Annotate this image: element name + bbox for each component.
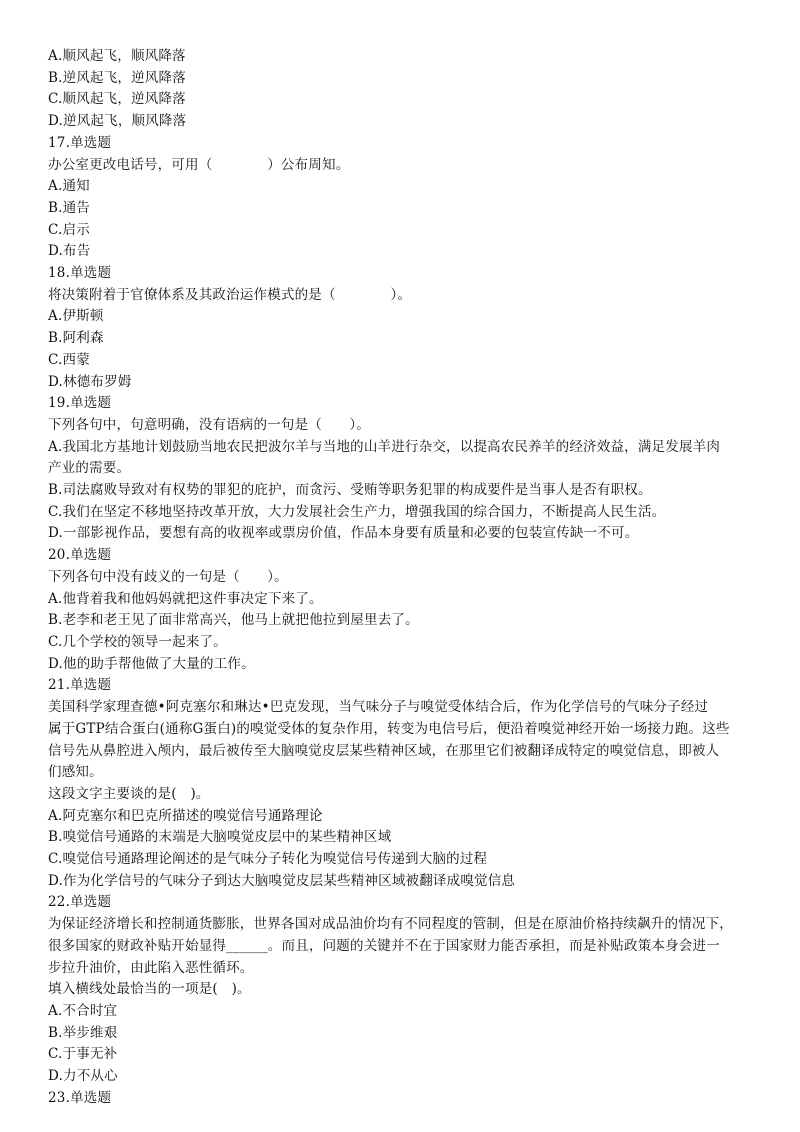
option-line: A.通知 (48, 178, 90, 195)
question-header: 22.单选题 (48, 894, 112, 911)
option-line: A.伊斯顿 (48, 308, 104, 325)
option-line: D.力不从心 (48, 1068, 118, 1085)
option-line: D.一部影视作品，要想有高的收视率或票房价值，作品本身要有质量和必要的包装宣传缺一不可。 (48, 525, 639, 542)
option-line: 产业的需要。 (48, 460, 131, 477)
question-header: 18.单选题 (48, 265, 112, 282)
option-line: C.嗅觉信号通路理论阐述的是气味分子转化为嗅觉信号传递到大脑的过程 (48, 851, 488, 868)
question-stem-line: 信号先从鼻腔进入颅内，最后被传至大脑嗅觉皮层某些精神区域，在那里它们被翻译成特定的嗅觉信息，即被人 (48, 742, 720, 759)
option-line: A.阿克塞尔和巴克所描述的嗅觉信号通路理论 (48, 807, 323, 824)
option-line: A.顺风起飞，顺风降落 (48, 48, 186, 64)
option-line: B.阿利森 (48, 330, 104, 347)
question-stem-line: 为保证经济增长和控制通货膨胀，世界各国对成品油价均有不同程度的管制，但是在原油价格持续飙升的情况下， (48, 916, 733, 933)
question-stem-line: 美国科学家理查德•阿克塞尔和琳达•巴克发现，当气味分子与嗅觉受体结合后，作为化学信号的气味分子经过 (48, 699, 709, 716)
option-line: C.顺风起飞，逆风降落 (48, 91, 186, 108)
option-line: B.通告 (48, 199, 91, 216)
question-stem-line: 属于GTP结合蛋白(通称G蛋白)的嗅觉受体的复杂作用，转变为电信号后，便沿着嗅觉神经开始一场接力跑。这些 (48, 720, 730, 737)
question-header: 21.单选题 (48, 677, 112, 694)
option-line: D.他的助手帮他做了大量的工作。 (48, 655, 255, 672)
question-stem-line: 下列各句中，句意明确，没有语病的一句是（ ）。 (48, 416, 371, 433)
option-line: C.我们在坚定不移地坚持改革开放，大力发展社会生产力，增强我国的综合国力，不断提高人民生活。 (48, 503, 666, 520)
question-header: 20.单选题 (48, 547, 112, 564)
option-line: D.林德布罗姆 (48, 373, 132, 390)
option-line: B.司法腐败导致对有权势的罪犯的庇护，而贪污、受贿等职务犯罪的构成要件是当事人是否有职权。 (48, 482, 652, 499)
question-header: 19.单选题 (48, 395, 112, 412)
question-stem-line: 办公室更改电话号，可用（ ）公布周知。 (48, 156, 350, 173)
option-line: C.启示 (48, 221, 90, 238)
question-stem-line: 们感知。 (48, 764, 103, 781)
option-line: B.举步维艰 (48, 1024, 118, 1041)
question-stem-line: 步拉升油价，由此陷入恶性循环。 (48, 959, 254, 976)
option-line: D.布告 (48, 243, 91, 260)
question-header: 17.单选题 (48, 134, 112, 151)
question-stem-line: 下列各句中没有歧义的一句是（ ）。 (48, 568, 288, 585)
option-line: A.他背着我和他妈妈就把这件事决定下来了。 (48, 590, 323, 607)
option-line: D.逆风起飞，顺风降落 (48, 113, 187, 130)
question-stem-line: 很多国家的财政补贴开始显得______。而且，问题的关键并不在于国家财力能否承担，而是补贴政策本身会进一 (48, 937, 720, 954)
option-line: A.我国北方基地计划鼓励当地农民把波尔羊与当地的山羊进行杂交，以提高农民养羊的经济效益，满足发展羊肉 (48, 438, 721, 455)
option-line: B.逆风起飞，逆风降落 (48, 69, 186, 86)
option-line: C.于事无补 (48, 1046, 118, 1063)
option-line: C.西蒙 (48, 351, 90, 368)
option-line: A.不合时宜 (48, 1002, 118, 1019)
option-line: B.嗅觉信号通路的末端是大脑嗅觉皮层中的某些精神区域 (48, 829, 392, 846)
question-stem-line: 填入横线处最恰当的一项是( )。 (48, 981, 251, 998)
option-line: C.几个学校的领导一起来了。 (48, 633, 227, 650)
question-stem-line: 这段文字主要谈的是( )。 (48, 785, 210, 802)
option-line: D.作为化学信号的气味分子到达大脑嗅觉皮层某些精神区域被翻译成嗅觉信息 (48, 872, 516, 889)
document-page (48, 46, 760, 1109)
question-header: 23.单选题 (48, 1089, 112, 1106)
option-line: B.老李和老王见了面非常高兴，他马上就把他拉到屋里去了。 (48, 612, 419, 629)
question-stem-line: 将决策附着于官僚体系及其政治运作模式的是（ ）。 (48, 286, 412, 303)
